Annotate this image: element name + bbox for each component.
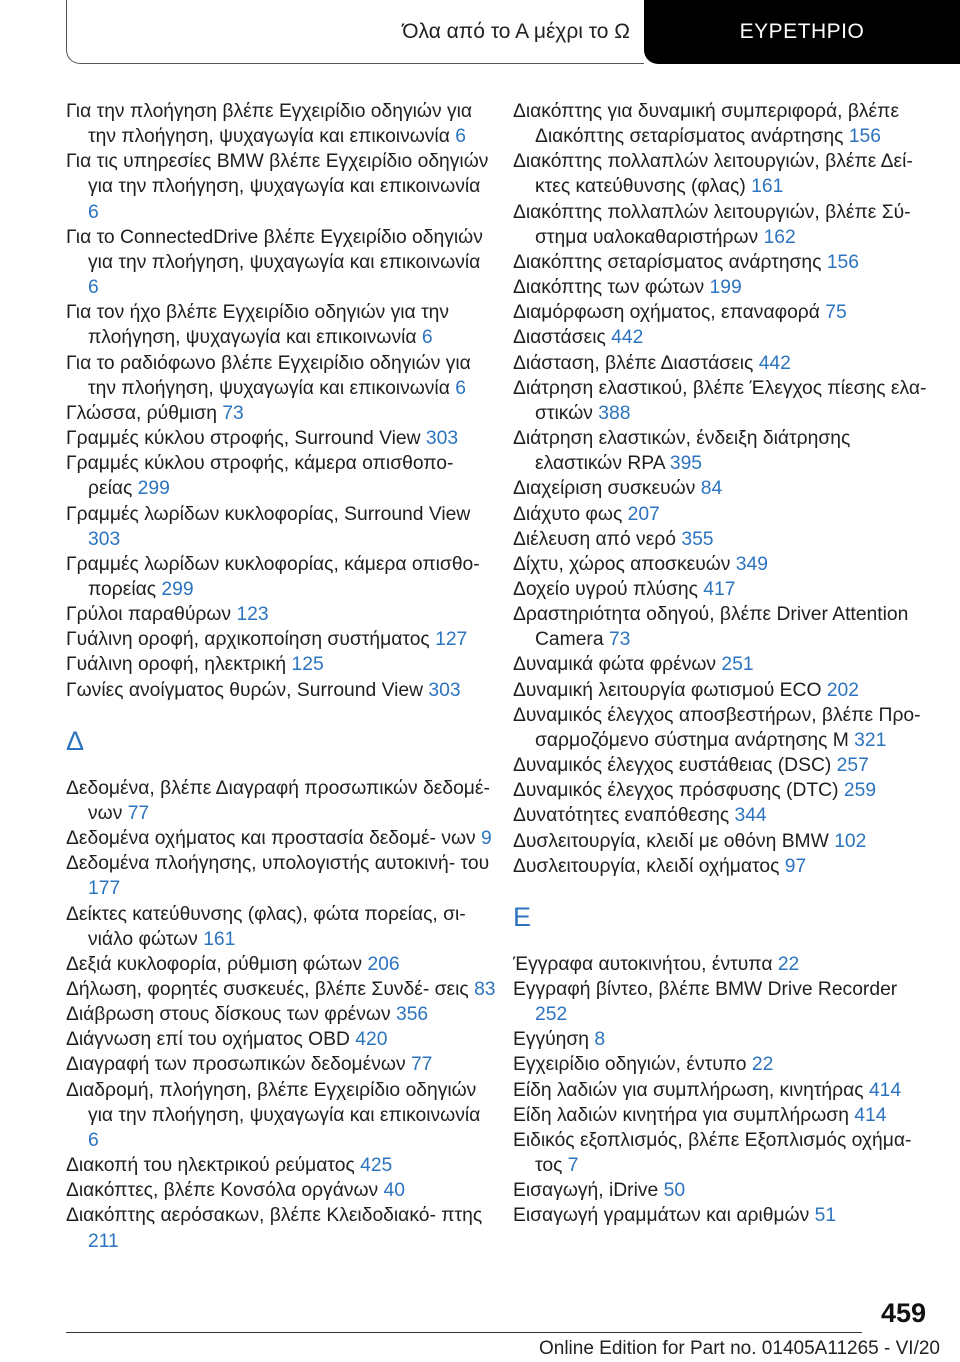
index-entry bbox=[513, 778, 933, 803]
index-entry-page-link[interactable]: 6 bbox=[88, 1129, 99, 1151]
footer-edition: Online Edition for Part no. 01405A11265 - VI/20 bbox=[538, 1338, 940, 1359]
index-entry-text: Διακόπτης πολλαπλών λειτουργιών, βλέπε Δεί‐ κτες κατεύθυνσης (φλας) bbox=[513, 151, 913, 198]
index-entry-page-link[interactable]: 202 bbox=[826, 679, 859, 701]
index-entry-text: Δεδομένα πλοήγησης, υπολογιστής αυτοκινή‐ του bbox=[66, 853, 490, 875]
index-entry bbox=[513, 99, 933, 149]
index-entry-page-link[interactable]: 414 bbox=[868, 1079, 902, 1101]
index-entry-text: Ειδικός εξοπλισμός, βλέπε Εξοπλισμός οχήμα‐ τος bbox=[513, 1129, 912, 1177]
index-entry-text: Διαστάσεις bbox=[513, 327, 606, 349]
index-entry-page-link[interactable]: 161 bbox=[751, 176, 784, 198]
index-entry-text: Διάτρηση ελαστικών, ένδειξη διάτρησης ελαστικών RPA bbox=[513, 428, 851, 475]
index-column-left bbox=[66, 99, 496, 1254]
index-entry bbox=[66, 1002, 496, 1027]
index-entry bbox=[513, 1103, 933, 1128]
index-entry-text: Εγγύηση bbox=[513, 1029, 590, 1051]
index-entry-page-link[interactable]: 156 bbox=[826, 251, 859, 273]
index-entry bbox=[66, 602, 496, 627]
index-entry bbox=[513, 577, 933, 602]
index-entry bbox=[513, 476, 933, 501]
index-entry bbox=[66, 426, 496, 451]
index-entry-text: Για τις υπηρεσίες BMW βλέπε Εγχειρίδιο οδηγιών για την πλοήγηση, ψυχαγωγία και επικοινωνία bbox=[66, 151, 489, 198]
index-entry-page-link[interactable]: 73 bbox=[608, 629, 631, 651]
index-entry bbox=[513, 753, 933, 778]
index-entry bbox=[66, 776, 496, 826]
index-entry-page-link[interactable]: 6 bbox=[455, 126, 466, 148]
index-entry bbox=[513, 275, 933, 300]
index-entry bbox=[513, 652, 933, 677]
index-entry-text: Δεξιά κυκλοφορία, ρύθμιση φώτων bbox=[66, 953, 363, 975]
index-entry-page-link[interactable]: 177 bbox=[88, 878, 121, 900]
index-entry bbox=[66, 826, 496, 851]
index-entry bbox=[66, 678, 496, 703]
index-entry-page-link[interactable]: 303 bbox=[88, 528, 121, 550]
index-entry bbox=[513, 200, 933, 250]
index-entry bbox=[513, 703, 933, 753]
index-entry bbox=[66, 552, 496, 602]
index-entry-text: Δήλωση, φορητές συσκευές, βλέπε Συνδέ‐ σεις bbox=[66, 979, 469, 1000]
index-entry-page-link[interactable]: 299 bbox=[137, 478, 170, 500]
index-entry-text: Διάσταση, βλέπε Διαστάσεις bbox=[513, 352, 754, 374]
index-entry-page-link[interactable]: 395 bbox=[669, 453, 703, 475]
index-entry-text: Είδη λαδιών για συμπλήρωση, κινητήρας bbox=[513, 1079, 864, 1101]
index-entry-page-link[interactable]: 125 bbox=[291, 654, 324, 676]
index-entry-text: Διάγνωση επί του οχήματος OBD bbox=[66, 1029, 350, 1051]
index-entry bbox=[66, 1052, 496, 1077]
index-entry-text: Διαγραφή των προσωπικών δεδομένων bbox=[66, 1054, 406, 1076]
index-letter-heading: Ε bbox=[513, 901, 532, 932]
index-entry-page-link[interactable]: 6 bbox=[88, 201, 99, 223]
index-entry bbox=[66, 351, 496, 401]
index-column-right bbox=[513, 99, 933, 1229]
index-entry-text: Διαδρομή, πλοήγηση, βλέπε Εγχειρίδιο οδηγιών για την πλοήγηση, ψυχαγωγία και επικοινωνία bbox=[66, 1079, 481, 1126]
index-entry-text: Διέλευση από νερό bbox=[513, 528, 676, 550]
index-entry-text: Γυάλινη οροφή, ηλεκτρική bbox=[66, 654, 287, 676]
index-entry bbox=[513, 977, 933, 1027]
index-entry-page-link[interactable]: 22 bbox=[777, 953, 800, 975]
index-entry bbox=[66, 225, 496, 300]
index-entry-page-link[interactable]: 84 bbox=[700, 478, 723, 500]
index-entry-page-link[interactable]: 299 bbox=[161, 578, 194, 600]
index-entry-page-link[interactable]: 77 bbox=[410, 1054, 433, 1076]
index-entry-page-link[interactable]: 9 bbox=[481, 828, 492, 850]
index-entry bbox=[66, 1178, 496, 1203]
index-entry-page-link[interactable]: 252 bbox=[535, 1004, 568, 1026]
index-entry-text: Δυναμική λειτουργία φωτισμού ECO bbox=[513, 679, 822, 701]
index-entry-page-link[interactable]: 8 bbox=[594, 1029, 606, 1051]
index-entry-page-link[interactable]: 97 bbox=[784, 855, 807, 877]
index-entry-text: Γραμμές λωρίδων κυκλοφορίας, Surround View bbox=[66, 503, 471, 525]
index-entry bbox=[513, 829, 933, 854]
index-entry-text: Δεδομένα οχήματος και προστασία δεδομέ‐ νων bbox=[66, 828, 476, 850]
index-entry-text: Δυναμικός έλεγχος πρόσφυσης (DTC) bbox=[513, 780, 839, 802]
index-entry-text: Εισαγωγή γραμμάτων και αριθμών bbox=[513, 1205, 810, 1227]
footer-divider bbox=[66, 1332, 862, 1333]
index-entry bbox=[513, 552, 933, 577]
index-entry-text: Δοχείο υγρού πλύσης bbox=[513, 578, 698, 600]
index-entry-text: Δείκτες κατεύθυνσης (φλας), φώτα πορείας, σι‐ νιάλο φώτων bbox=[66, 903, 466, 950]
index-entry-text: Διακόπτες, βλέπε Κονσόλα οργάνων bbox=[66, 1180, 379, 1202]
index-entry-text: Δραστηριότητα οδηγού, βλέπε Driver Attention Camera bbox=[513, 604, 909, 651]
index-entry-page-link[interactable]: 22 bbox=[751, 1054, 774, 1076]
index-entry-text: Γωνίες ανοίγματος θυρών, Surround View bbox=[66, 679, 424, 701]
index-entry bbox=[66, 952, 496, 977]
index-entry-text: Δίχτυ, χώρος αποσκευών bbox=[513, 553, 731, 575]
index-entry bbox=[513, 376, 933, 426]
index-entry bbox=[513, 678, 933, 703]
index-entry bbox=[66, 1153, 496, 1178]
index-entry bbox=[513, 502, 933, 527]
index-entry-page-link[interactable]: 257 bbox=[836, 755, 869, 777]
section-tab[interactable]: Όλα από το Α μέχρι το Ω bbox=[66, 0, 644, 64]
index-entry bbox=[513, 1178, 933, 1203]
index-entry bbox=[513, 250, 933, 275]
index-entry-text: Δυσλειτουργία, κλειδί με οθόνη BMW bbox=[513, 830, 829, 852]
index-entry-page-link[interactable]: 207 bbox=[627, 503, 660, 525]
index-entry-text: Δυναμικός έλεγχος αποσβεστήρων, βλέπε Προ‐ σαρμοζόμενο σύστημα ανάρτησης M bbox=[513, 704, 921, 751]
index-entry bbox=[513, 351, 933, 376]
index-entry-text: Διακόπτης για δυναμική συμπεριφορά, βλέπε Διακόπτης σεταρίσματος ανάρτησης bbox=[513, 101, 900, 148]
index-entry bbox=[513, 426, 933, 476]
index-entry-page-link[interactable]: 303 bbox=[425, 428, 459, 450]
index-entry-text: Έγγραφα αυτοκινήτου, έντυπα bbox=[513, 953, 773, 975]
index-entry-text: Διάχυτο φως bbox=[513, 503, 623, 525]
index-entry-page-link[interactable]: 6 bbox=[88, 277, 99, 299]
index-entry bbox=[513, 527, 933, 552]
index-entry-text: Δυναμικός έλεγχος ευστάθειας (DSC) bbox=[513, 755, 832, 777]
index-entry bbox=[513, 803, 933, 828]
index-entry bbox=[66, 652, 496, 677]
header-tabs bbox=[66, 0, 960, 66]
index-entry-page-link[interactable]: 420 bbox=[355, 1029, 388, 1051]
index-entry-page-link[interactable]: 414 bbox=[854, 1104, 887, 1126]
index-entry bbox=[513, 325, 933, 350]
index-entry bbox=[66, 902, 496, 952]
index-entry-text: Εγγραφή βίντεο, βλέπε BMW Drive Recorder bbox=[513, 979, 898, 1000]
index-entry-text: Δυναμικά φώτα φρένων bbox=[513, 654, 717, 676]
index-entry-text: Διακόπτης αερόσακων, βλέπε Κλειδοδιακό‐ πτης bbox=[66, 1205, 483, 1227]
index-entry bbox=[66, 451, 496, 501]
index-entry-text: Διάτρηση ελαστικού, βλέπε Έλεγχος πίεσης ελα‐ στικών bbox=[513, 377, 927, 424]
index-entry-text: Δεδομένα, βλέπε Διαγραφή προσωπικών δεδομέ‐ νων bbox=[66, 777, 490, 824]
index-entry bbox=[513, 300, 933, 325]
index-entry-page-link[interactable]: 349 bbox=[735, 553, 768, 575]
index-entry bbox=[66, 1203, 496, 1253]
index-entry-page-link[interactable]: 73 bbox=[222, 402, 244, 424]
index-entry bbox=[513, 602, 933, 652]
index-entry-page-link[interactable]: 51 bbox=[814, 1205, 837, 1227]
index-entry bbox=[66, 1078, 496, 1153]
index-entry-text: Διακοπή του ηλεκτρικού ρεύματος bbox=[66, 1155, 355, 1177]
index-entry-page-link[interactable]: 388 bbox=[598, 402, 631, 424]
index-entry bbox=[513, 952, 933, 977]
index-entry bbox=[513, 149, 933, 199]
index-entry bbox=[513, 854, 933, 879]
index-entry-page-link[interactable]: 425 bbox=[360, 1155, 393, 1177]
index-entry bbox=[66, 502, 496, 552]
index-entry-page-link[interactable]: 355 bbox=[681, 528, 714, 550]
index-entry-page-link[interactable]: 259 bbox=[843, 780, 877, 802]
index-entry-text: Διάβρωση στους δίσκους των φρένων bbox=[66, 1004, 391, 1026]
index-entry bbox=[66, 99, 496, 149]
index-entry-page-link[interactable]: 344 bbox=[734, 805, 767, 827]
index-entry-page-link[interactable]: 251 bbox=[721, 654, 754, 676]
index-entry-page-link[interactable]: 356 bbox=[395, 1004, 429, 1026]
index-entry-page-link[interactable]: 40 bbox=[383, 1180, 405, 1202]
index-entry bbox=[66, 1027, 496, 1052]
index-entry-page-link[interactable]: 127 bbox=[435, 629, 468, 651]
index-entry bbox=[513, 1078, 933, 1103]
index-entry-text: Γυάλινη οροφή, αρχικοποίηση συστήματος bbox=[66, 629, 430, 651]
index-entry bbox=[513, 1052, 933, 1077]
index-entry-page-link[interactable]: 6 bbox=[455, 377, 466, 399]
index-entry-text: Διακόπτης των φώτων bbox=[513, 277, 705, 299]
index-entry-text: Διακόπτης πολλαπλών λειτουργιών, βλέπε Σύ‐ στημα υαλοκαθαριστήρων bbox=[513, 201, 911, 248]
index-entry-page-link[interactable]: 7 bbox=[567, 1155, 579, 1177]
index-entry-text: Γρύλοι παραθύρων bbox=[66, 604, 232, 626]
index-entry-text: Διαμόρφωση οχήματος, επαναφορά bbox=[513, 302, 820, 324]
index-entry-text: Δυσλειτουργία, κλειδί οχήματος bbox=[513, 855, 780, 877]
index-entry-text: Γραμμές κύκλου στροφής, κάμερα οπισθοπο‐ ρείας bbox=[66, 453, 454, 500]
index-entry-text: Εγχειρίδιο οδηγιών, έντυπο bbox=[513, 1054, 747, 1076]
index-entry bbox=[513, 1203, 933, 1228]
index-entry-text: Είδη λαδιών κινητήρα για συμπλήρωση bbox=[513, 1104, 849, 1126]
index-entry-text: Για την πλοήγηση βλέπε Εγχειρίδιο οδηγιών για την πλοήγηση, ψυχαγωγία και επικοινωνία bbox=[66, 101, 473, 148]
index-entry-page-link[interactable]: 162 bbox=[763, 226, 796, 248]
index-entry-page-link[interactable]: 75 bbox=[825, 302, 847, 324]
index-entry bbox=[66, 851, 496, 901]
index-entry-text: Για το ConnectedDrive βλέπε Εγχειρίδιο οδηγιών για την πλοήγηση, ψυχαγωγία και επικοινωνία bbox=[66, 226, 483, 273]
index-entry bbox=[66, 401, 496, 426]
index-entry-page-link[interactable]: 102 bbox=[834, 830, 867, 852]
index-entry-page-link[interactable]: 417 bbox=[703, 578, 736, 600]
index-entry-page-link[interactable]: 199 bbox=[709, 277, 742, 299]
index-entry-text: Για το ραδιόφωνο βλέπε Εγχειρίδιο οδηγιών για την πλοήγηση, ψυχαγωγία και επικοινωνία bbox=[66, 352, 471, 399]
index-entry-page-link[interactable]: 303 bbox=[428, 679, 461, 701]
index-entry bbox=[66, 300, 496, 350]
index-entry-text: Εισαγωγή, iDrive bbox=[513, 1180, 659, 1202]
index-entry-page-link[interactable]: 156 bbox=[848, 126, 881, 148]
index-letter-heading: Δ bbox=[66, 725, 85, 756]
index-tab[interactable]: ΕΥΡΕΤΗΡΙΟ bbox=[644, 0, 960, 64]
index-entry-page-link[interactable]: 321 bbox=[854, 729, 887, 751]
index-entry-page-link[interactable]: 206 bbox=[367, 953, 400, 975]
index-entry-page-link[interactable]: 442 bbox=[758, 352, 791, 374]
index-entry bbox=[513, 1128, 933, 1178]
index-entry-text: Γραμμές λωρίδων κυκλοφορίας, κάμερα οπισθο‐ πορείας bbox=[66, 553, 480, 600]
index-entry-page-link[interactable]: 6 bbox=[421, 327, 433, 349]
index-entry-page-link[interactable]: 442 bbox=[611, 327, 644, 349]
index-entry-text: Γλώσσα, ρύθμιση bbox=[66, 402, 217, 424]
index-entry-page-link[interactable]: 123 bbox=[236, 604, 269, 626]
index-entry-text: Δυνατότητες εναπόθεσης bbox=[513, 805, 730, 827]
index-entry bbox=[66, 977, 496, 1002]
index-entry-page-link[interactable]: 83 bbox=[474, 979, 496, 1000]
index-entry-text: Διακόπτης σεταρίσματος ανάρτησης bbox=[513, 251, 822, 273]
index-entry bbox=[513, 1027, 933, 1052]
index-entry-page-link[interactable]: 50 bbox=[663, 1180, 686, 1202]
page-number: 459 bbox=[880, 1298, 926, 1328]
index-entry-page-link[interactable]: 211 bbox=[88, 1230, 119, 1252]
index-entry-text: Διαχείριση συσκευών bbox=[513, 478, 696, 500]
index-entry-page-link[interactable]: 161 bbox=[203, 928, 236, 950]
index-entry bbox=[66, 149, 496, 224]
index-entry bbox=[66, 627, 496, 652]
index-entry-text: Για τον ήχο βλέπε Εγχειρίδιο οδηγιών για την πλοήγηση, ψυχαγωγία και επικοινωνία bbox=[66, 302, 450, 349]
index-entry-text: Γραμμές κύκλου στροφής, Surround View bbox=[66, 428, 421, 450]
index-entry-page-link[interactable]: 77 bbox=[127, 802, 150, 824]
